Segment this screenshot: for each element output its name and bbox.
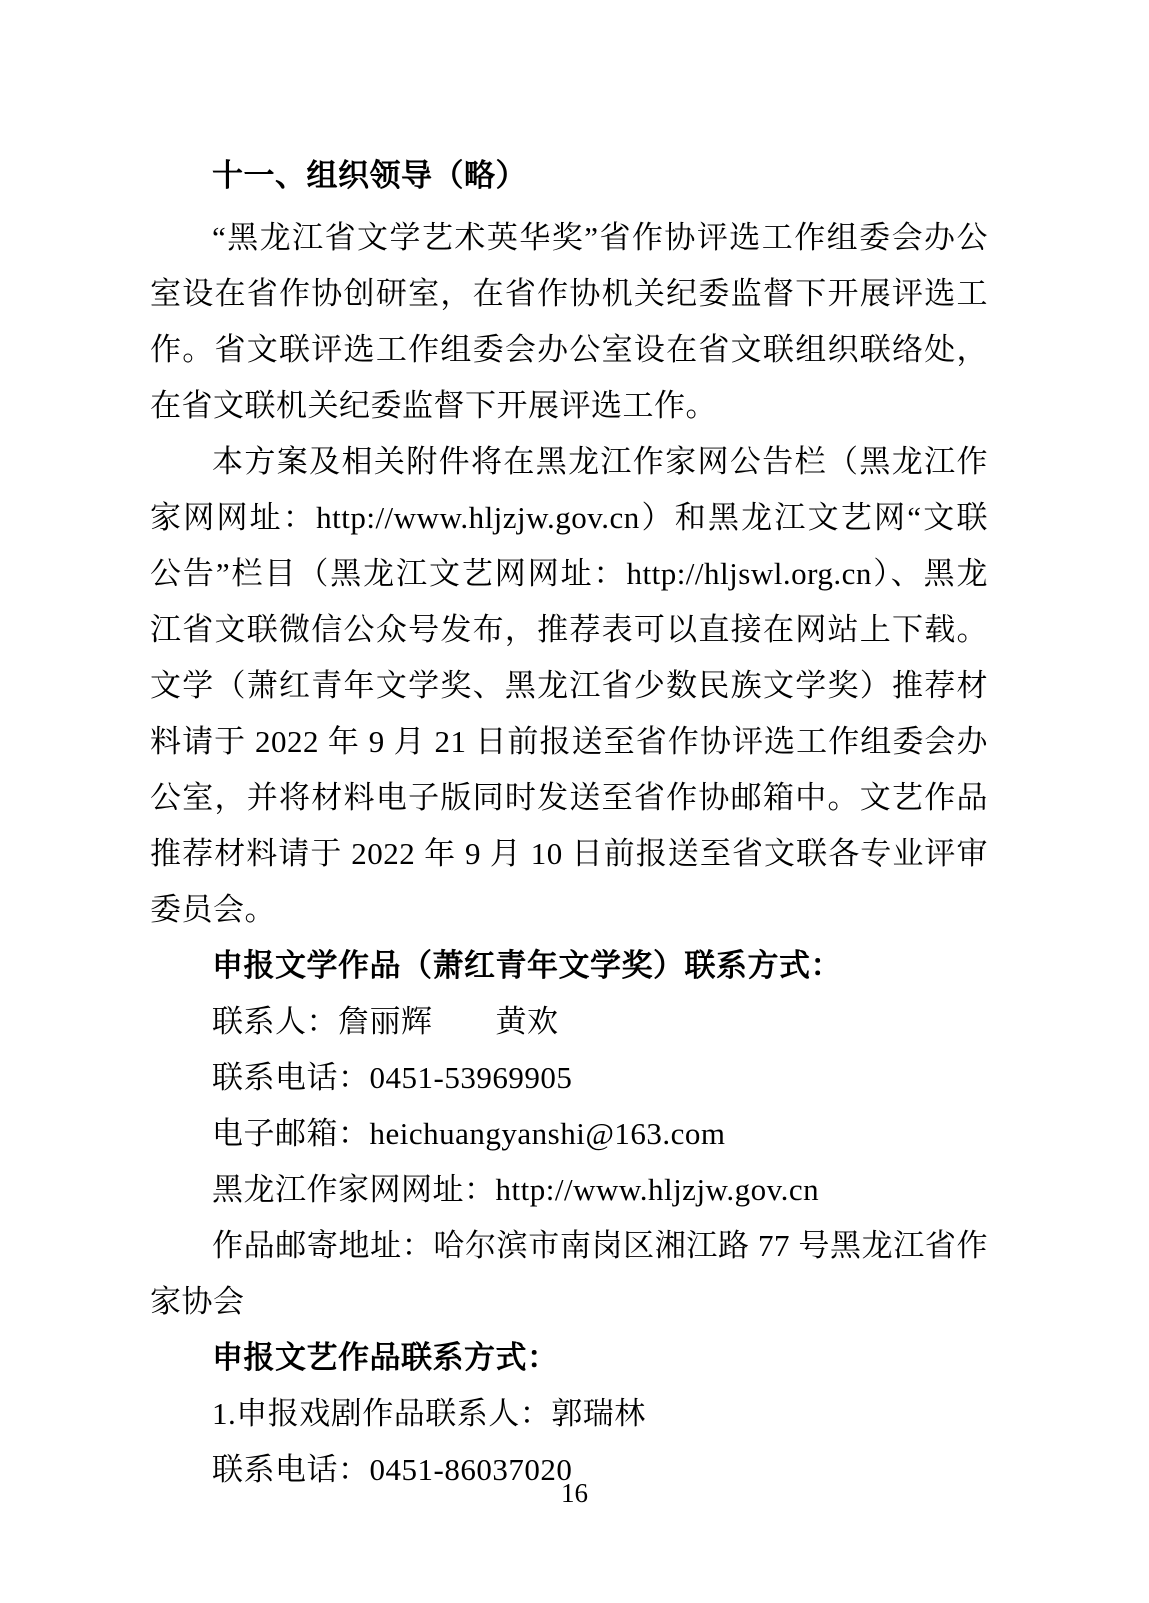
drama-contact-person-line: 1.申报戏剧作品联系人：郭瑞林 <box>212 1396 646 1431</box>
page-number: 16 <box>561 1478 588 1508</box>
art-works-contact-heading: 申报文艺作品联系方式： <box>212 1340 559 1375</box>
drama-contact-phone-line: 联系电话：0451-86037020 <box>212 1452 573 1487</box>
contact-phone-line: 联系电话：0451-53969905 <box>212 1060 573 1095</box>
section-heading: 十一、组织领导（略） <box>212 158 527 193</box>
contact-email-line: 电子邮箱：heichuangyanshi@163.com <box>212 1116 726 1151</box>
literature-contact-heading: 申报文学作品（萧红青年文学奖）联系方式： <box>212 948 842 983</box>
paragraph-selection-offices: “黑龙江省文学艺术英华奖”省作协评选工作组委会办公室设在省作协创研室，在省作协机关纪委监督下开展评选工作。省文联评选工作组委会办公室设在省文联组织联络处，在省文联机关纪委监督下开展评选工作。 <box>150 220 988 423</box>
document-content <box>150 148 988 1498</box>
mailing-address-line: 作品邮寄地址：哈尔滨市南岗区湘江路 77 号黑龙江省作家协会 <box>150 1228 988 1319</box>
contact-person-line: 联系人：詹丽辉 黄欢 <box>212 1004 559 1039</box>
writers-site-url-line: 黑龙江作家网网址：http://www.hljzjw.gov.cn <box>212 1172 820 1207</box>
paragraph-publication-and-deadlines: 本方案及相关附件将在黑龙江作家网公告栏（黑龙江作家网网址：http://www.hljzjw.gov.cn）和黑龙江文艺网“文联公告”栏目（黑龙江文艺网网址：http://hljswl.org.cn）、黑龙江省文联微信公众号发布，推荐表可以直接在网站上下载。文学（萧红青年文学奖、黑龙江省少数民族文学奖）推荐材料请于 2022 年 9 月 21 日前报送至省作协评选工作组委会办公室，并将材料电子版同时发送至省作协邮箱中。文艺作品推荐材料请于 2022 年 9 月 10 日前报送至省文联各专业评审委员会。 <box>150 444 988 927</box>
